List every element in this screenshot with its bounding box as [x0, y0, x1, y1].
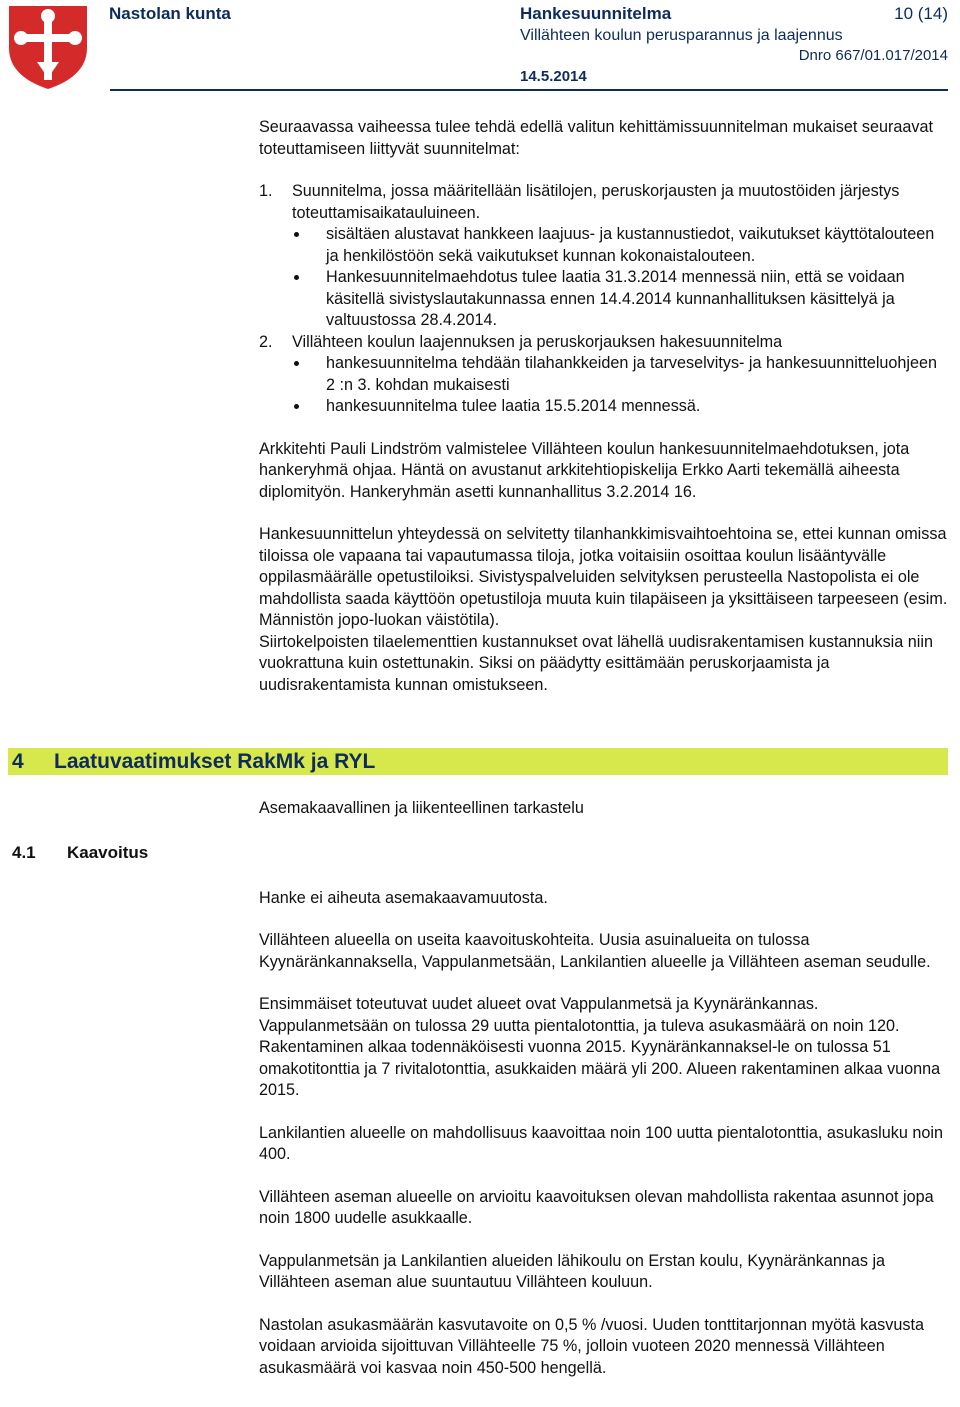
plan-text: Villähteen koulun laajennuksen ja peruskorjauksen hakesuunnitelma [292, 332, 783, 351]
section-number: 4 [12, 750, 24, 773]
paragraph: Nastolan asukasmäärän kasvutavoite on 0,5 % /vuosi. Uuden tonttitarjonnan myötä kasvusta voidaan arvioida sijoittuvan Villähteelle 75 %, jolloin vuoteen 2020 mennessä Villähteen asukasmäärä voi kasvaa noin 450-500 hengellä. [259, 1315, 924, 1377]
header-document-title: Hankesuunnitelma [520, 4, 672, 23]
architect-paragraph: Arkkitehti Pauli Lindström valmistelee Villähteen koulun hankesuunnitelmaehdotuksen, jota hankeryhmä ohjaa. Häntä on avustanut arkkitehtiopiskelija Erkko Aarti tekemällä aiheesta diplomityön. Hankeryhmän asetti kunnanhallitus 3.2.2014 16. [259, 439, 910, 501]
plan-2-bullets [259, 353, 949, 418]
alternatives-paragraph: Hankesuunnittelun yhteydessä on selvitetty tilanhankkimisvaihtoehtoina se, ettei kunnan omissa tiloissa ole vapaana tai vapautumassa tiloja, jotka voitaisiin osoittaa koulun lisääntyvälle oppilasmäärälle opetustiloiksi. Sivistyspalveluiden selvityksen perusteella Nastopolista ei ole mahdollista saada käyttöön opetustiloja muuta kuin tilapäiseen ja yksittäiseen tarpeeseen (esim. Männistön jopo-luokan väistötila). [259, 525, 948, 629]
plan-text: Suunnitelma, jossa määritellään lisätilojen, peruskorjausten ja muutostöiden järjestys toteuttamisaikatauluineen. [292, 182, 900, 222]
header-organization: Nastolan kunta [109, 4, 231, 23]
plan-number: 1. [259, 182, 273, 200]
plan-1-bullets [259, 224, 949, 332]
paragraph: Vappulanmetsän ja Lankilantien alueiden lähikoulu on Erstan koulu, Kyynäränkannas ja Villähteen aseman alue suuntautuu Villähteen kouluun. [259, 1251, 886, 1291]
list-item: Hankesuunnitelmaehdotus tulee laatia 31.3.2014 mennessä niin, että se voidaan käsitellä sivistyslautakunnassa ennen 14.4.2014 kunnanhallituksen käsittelyä ja valtuustossa 28.4.2014. [326, 267, 949, 332]
main-content [259, 117, 949, 696]
list-item: hankesuunnitelma tulee laatia 15.5.2014 mennessä. [326, 396, 949, 418]
plan-number: 2. [259, 332, 273, 351]
subsection-number: 4.1 [12, 843, 36, 862]
header-divider [110, 89, 948, 91]
list-item: hankesuunnitelma tehdään tilahankkeiden ja tarveselvitys- ja hankesuunnitteluohjeen 2 :n 3. kohdan mukaisesti [326, 353, 949, 396]
zoning-subheading: Asemakaavallinen ja liikenteellinen tarkastelu [259, 799, 584, 817]
header-dnro: Dnro 667/01.017/2014 [798, 47, 948, 64]
section-title: Laatuvaatimukset RakMk ja RYL [54, 750, 376, 773]
header-page-number: 10 (14) [894, 4, 948, 23]
paragraph: Lankilantien alueelle on mahdollisuus kaavoittaa noin 100 uutta pientalotonttia, asukasluku noin 400. [259, 1123, 943, 1163]
coat-of-arms-icon [7, 4, 89, 90]
header-subtitle: Villähteen koulun perusparannus ja laajennus [520, 27, 843, 44]
zoning-content [259, 798, 949, 1379]
list-item: sisältäen alustavat hankkeen laajuus- ja kustannustiedot, vaikutukset käyttötalouteen ja henkilöstöön sekä vaikutukset kunnan kokonaistalouteen. [326, 224, 949, 267]
relocatable-paragraph: Siirtokelpoisten tilaelementtien kustannukset ovat lähellä uudisrakentamisen kustannuksia niin vuokrattuna kuin ostettunakin. Siksi on päädytty esittämään peruskorjaamista ja uudisrakentamista kunnan omistukseen. [259, 632, 933, 694]
paragraph: Hanke ei aiheuta asemakaavamuutosta. [259, 888, 548, 907]
paragraph: Villähteen alueella on useita kaavoituskohteita. Uusia asuinalueita on tulossa Kyynäränkannaksella, Vappulanmetsään, Lankilantien alueelle ja Villähteen aseman seudulle. [259, 931, 931, 971]
intro-paragraph: Seuraavassa vaiheessa tulee tehdä edellä valitun kehittämissuunnitelman mukaiset seuraavat toteuttamiseen liittyvät suunnitelmat: [259, 118, 933, 158]
paragraph: Villähteen aseman alueelle on arvioitu kaavoituksen olevan mahdollista rakentaa asunnot jopa noin 1800 uudelle asukkaalle. [259, 1187, 934, 1227]
header-date: 14.5.2014 [520, 68, 587, 85]
paragraph: Ensimmäiset toteutuvat uudet alueet ovat Vappulanmetsä ja Kyynäränkannas. Vappulanmetsään on tulossa 29 uutta pientalotonttia, ja tuleva asukasmäärä on noin 120. Rakentaminen alkaa todennäköisesti vuonna 2015. Kyynäränkannaksel-le on tulossa 51 omakotitonttia ja 7 rivitalotonttia, asukkaiden määrä yli 200. Alueen rakentaminen alkaa vuonna 2015. [259, 995, 941, 1099]
plan-item-1 [259, 181, 949, 224]
plan-item-2 [259, 332, 949, 354]
subsection-title: Kaavoitus [67, 843, 149, 862]
